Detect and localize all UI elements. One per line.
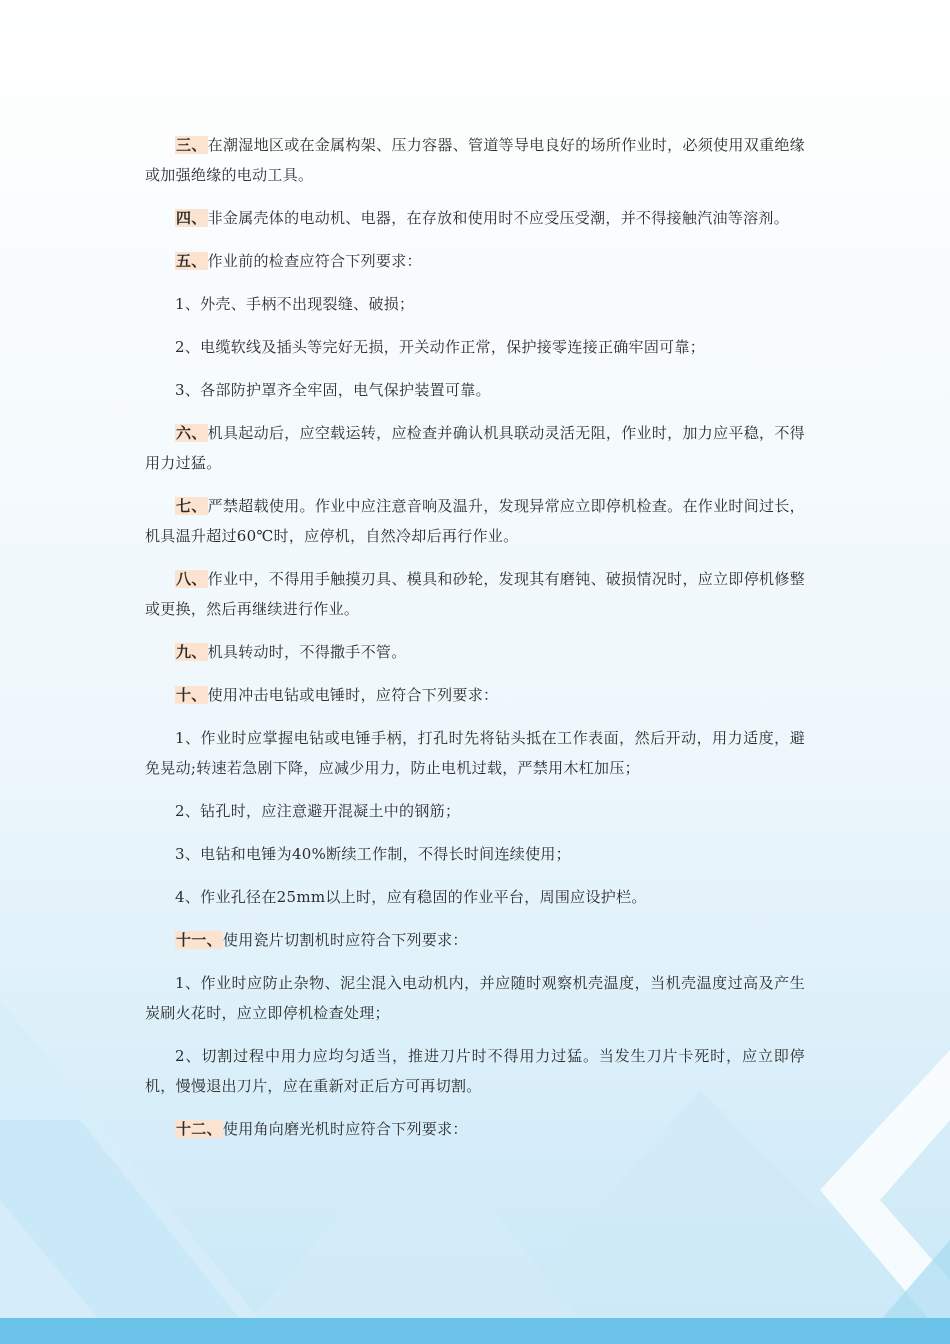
section-paragraph	[145, 246, 805, 276]
paragraph-text: 机具起动后，应空载运转，应检查并确认机具联动灵活无阻，作业时，加力应平稳，不得用力过猛。	[145, 424, 805, 472]
section-number: 十一、	[176, 931, 222, 949]
section-paragraph	[145, 203, 805, 233]
paragraph-text: 机具转动时，不得撒手不管。	[207, 643, 407, 661]
section-number: 九、	[176, 643, 207, 661]
paragraph-text: 2、切割过程中用力应均匀适当，推进刀片时不得用力过猛。当发生刀片卡死时，应立即停机，慢慢退出刀片，应在重新对正后方可再切割。	[145, 1047, 805, 1095]
section-number: 十二、	[176, 1120, 222, 1138]
paragraph-text: 2、电缆软线及插头等完好无损，开关动作正常，保护接零连接正确牢固可靠；	[175, 338, 706, 356]
paragraph-text: 在潮湿地区或在金属构架、压力容器、管道等导电良好的场所作业时，必须使用双重绝缘或加强绝缘的电动工具。	[145, 136, 805, 184]
section-paragraph	[145, 491, 805, 551]
list-item	[145, 375, 805, 405]
list-item	[145, 882, 805, 912]
paragraph-text: 使用冲击电钻或电锤时，应符合下列要求：	[207, 686, 499, 704]
section-paragraph	[145, 564, 805, 624]
section-number: 七、	[176, 497, 207, 515]
paragraph-text: 3、电钻和电锤为40%断续工作制，不得长时间连续使用；	[175, 845, 571, 863]
list-item	[145, 796, 805, 826]
paragraph-text: 1、作业时应防止杂物、泥尘混入电动机内，并应随时观察机壳温度，当机壳温度过高及产生炭刷火花时，应立即停机检查处理；	[145, 974, 805, 1022]
paragraph-text: 作业中，不得用手触摸刃具、模具和砂轮，发现其有磨钝、破损情况时，应立即停机修整或更换，然后再继续进行作业。	[145, 570, 805, 618]
paragraph-text: 1、作业时应掌握电钻或电锤手柄，打孔时先将钻头抵在工作表面，然后开动，用力适度，避免晃动;转速若急剧下降，应减少用力，防止电机过载，严禁用木杠加压；	[145, 729, 805, 777]
section-paragraph	[145, 130, 805, 190]
section-number: 八、	[176, 570, 207, 588]
paragraph-text: 作业前的检查应符合下列要求：	[207, 252, 422, 270]
section-number: 十、	[176, 686, 207, 704]
section-paragraph	[145, 1114, 805, 1144]
paragraph-text: 使用角向磨光机时应符合下列要求：	[222, 1120, 468, 1138]
paragraph-text: 3、各部防护罩齐全牢固，电气保护装置可靠。	[175, 381, 491, 399]
section-paragraph	[145, 680, 805, 710]
list-item	[145, 839, 805, 869]
paragraph-text: 1、外壳、手柄不出现裂缝、破损；	[175, 295, 415, 313]
section-paragraph	[145, 637, 805, 667]
list-item	[145, 289, 805, 319]
paragraph-text: 非金属壳体的电动机、电器，在存放和使用时不应受压受潮，并不得接触汽油等溶剂。	[207, 209, 790, 227]
list-item	[145, 332, 805, 362]
paragraph-text: 使用瓷片切割机时应符合下列要求：	[222, 931, 468, 949]
list-item	[145, 1041, 805, 1101]
paragraph-text: 2、钻孔时，应注意避开混凝土中的钢筋；	[175, 802, 461, 820]
paragraph-text: 4、作业孔径在25mm以上时，应有稳固的作业平台，周围应设护栏。	[175, 888, 647, 906]
paragraph-text: 严禁超载使用。作业中应注意音响及温升，发现异常应立即停机检查。在作业时间过长，机具温升超过60℃时，应停机，自然冷却后再行作业。	[145, 497, 805, 545]
section-number: 六、	[176, 424, 207, 442]
list-item	[145, 968, 805, 1028]
section-number: 五、	[176, 252, 207, 270]
section-number: 四、	[176, 209, 207, 227]
document-body	[145, 130, 805, 1157]
section-paragraph	[145, 418, 805, 478]
list-item	[145, 723, 805, 783]
section-paragraph	[145, 925, 805, 955]
section-number: 三、	[176, 136, 207, 154]
